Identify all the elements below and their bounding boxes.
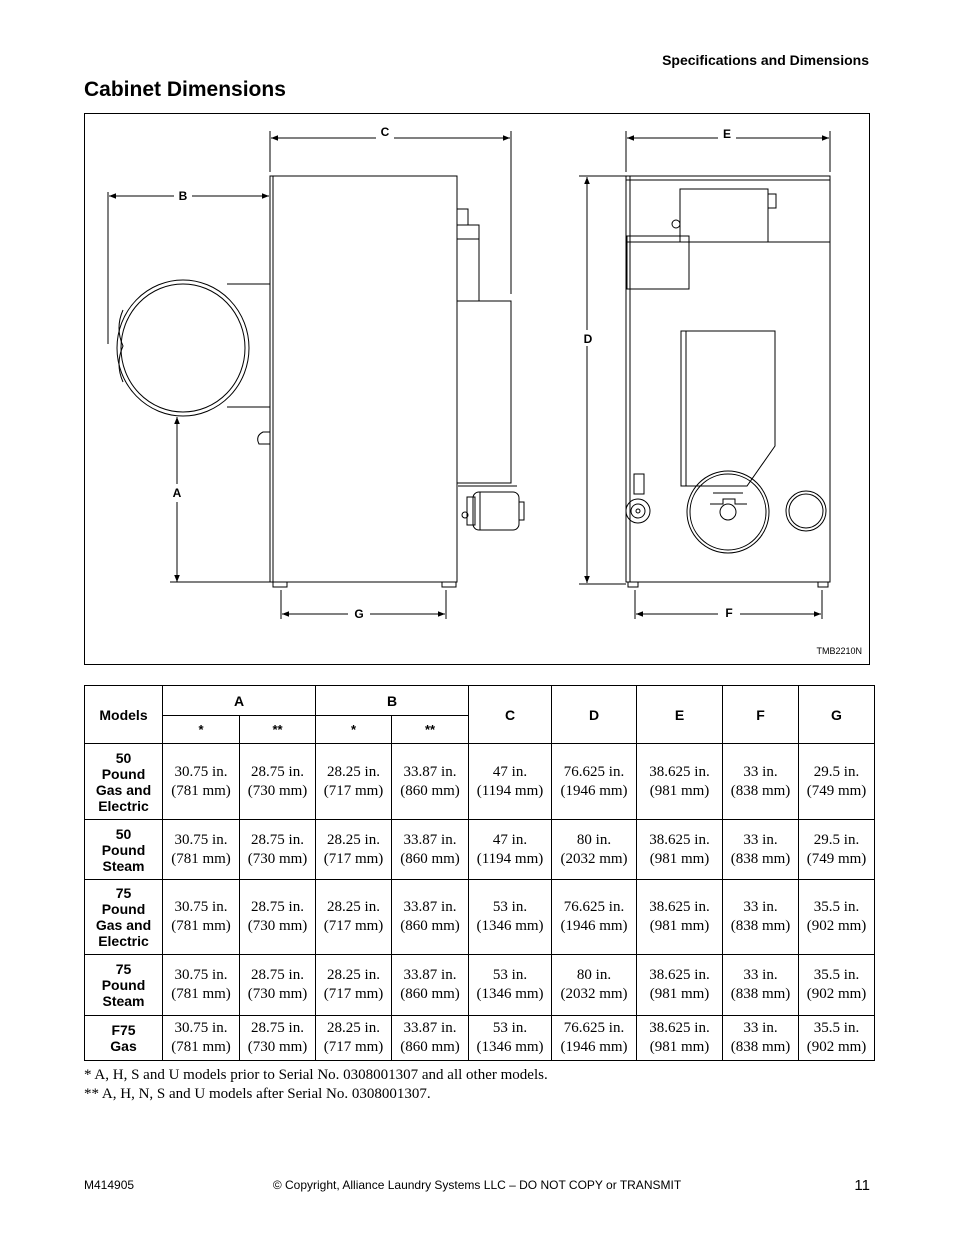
value-inches: 28.75 in. (251, 967, 304, 983)
value-inches: 28.25 in. (327, 831, 380, 848)
value-inches: 38.625 in. (649, 831, 710, 848)
value-mm: (1346 mm) (476, 918, 544, 934)
value-inches: 35.5 in. (813, 899, 860, 915)
doc-number: M414905 (84, 1178, 135, 1192)
value-mm: (902 mm) (806, 918, 867, 934)
dimension-cell (637, 820, 723, 880)
value-inches: 80 in. (576, 967, 612, 983)
dimension-cell (316, 820, 392, 880)
dim-label-g: G (354, 607, 364, 621)
cabinet-drawing (85, 114, 871, 666)
value-inches: 30.75 in. (174, 763, 228, 780)
value-inches: 33.87 in. (403, 831, 457, 848)
copyright: © Copyright, Alliance Laundry Systems LLC – DO NOT COPY or TRANSMIT (272, 1178, 682, 1192)
value-mm: (2032 mm) (560, 850, 628, 867)
page-number: 11 (854, 1177, 870, 1194)
header-a: A (163, 686, 316, 716)
value-mm: (1346 mm) (476, 986, 544, 1002)
value-mm: (838 mm) (730, 782, 791, 799)
section-header: Specifications and Dimensions (662, 52, 869, 68)
model-line: Pound (101, 977, 146, 993)
dimension-cell (723, 1016, 799, 1061)
value-mm: (781 mm) (171, 1039, 231, 1055)
value-mm: (781 mm) (171, 918, 231, 934)
dimension-cell (469, 955, 552, 1016)
dimension-cell (163, 880, 240, 955)
dimension-cell (163, 955, 240, 1016)
value-inches: 38.625 in. (649, 1020, 710, 1036)
value-mm: (981 mm) (649, 918, 710, 934)
value-mm: (730 mm) (247, 986, 308, 1002)
value-inches: 47 in. (492, 763, 528, 780)
header-d: D (552, 686, 637, 744)
value-inches: 33.87 in. (403, 899, 457, 915)
value-inches: 33.87 in. (403, 763, 457, 780)
side-rear-box (457, 301, 511, 483)
model-line: Electric (98, 933, 149, 949)
value-inches: 53 in. (492, 1020, 528, 1036)
value-inches: 30.75 in. (174, 831, 228, 848)
side-cabinet-outline (270, 176, 457, 582)
value-mm: (838 mm) (730, 986, 791, 1002)
dimension-cell (723, 820, 799, 880)
value-mm: (717 mm) (323, 986, 384, 1002)
model-line: 50 (115, 749, 132, 766)
door-circle (117, 280, 249, 416)
dimension-cell (799, 1016, 875, 1061)
dimension-cell (163, 1016, 240, 1061)
value-mm: (902 mm) (806, 986, 867, 1002)
dim-label-d: D (583, 332, 593, 346)
value-mm: (730 mm) (247, 1039, 308, 1055)
header-f: F (723, 686, 799, 744)
dimensions-table (84, 685, 875, 1061)
dimension-cell (316, 744, 392, 820)
dim-label-b: B (178, 189, 188, 203)
dimension-cell (316, 955, 392, 1016)
value-mm: (1946 mm) (560, 918, 628, 934)
model-line: Pound (101, 765, 146, 782)
value-mm: (1194 mm) (476, 782, 544, 799)
model-line: Gas (110, 1038, 137, 1054)
value-mm: (981 mm) (649, 782, 710, 799)
dimension-cell (316, 1016, 392, 1061)
value-mm: (860 mm) (400, 1039, 460, 1055)
model-line: Gas and (95, 917, 152, 933)
value-inches: 33 in. (743, 763, 778, 780)
value-inches: 30.75 in. (174, 967, 228, 983)
value-mm: (781 mm) (171, 986, 231, 1002)
header-e: E (637, 686, 723, 744)
value-mm: (717 mm) (323, 782, 384, 799)
dimension-cell (799, 955, 875, 1016)
value-inches: 28.75 in. (251, 1020, 304, 1036)
model-line: Gas and (95, 781, 152, 798)
value-inches: 30.75 in. (174, 899, 228, 915)
value-inches: 38.625 in. (649, 763, 710, 780)
value-inches: 53 in. (492, 899, 528, 915)
model-line: Pound (101, 841, 146, 858)
value-mm: (860 mm) (400, 918, 460, 934)
value-inches: 28.25 in. (327, 899, 380, 915)
model-cell (85, 1016, 163, 1061)
value-inches: 28.75 in. (251, 763, 304, 780)
model-line: Electric (98, 797, 149, 814)
footnote-double-star: ** A, H, N, S and U models after Serial No. 0308001307. (84, 1086, 431, 1102)
value-mm: (860 mm) (400, 986, 460, 1002)
value-mm: (781 mm) (171, 782, 231, 799)
header-b-star: * (316, 716, 392, 744)
model-line: Pound (101, 901, 146, 917)
value-inches: 76.625 in. (563, 763, 625, 780)
value-mm: (838 mm) (730, 1039, 791, 1055)
value-inches: 33.87 in. (403, 1020, 457, 1036)
value-mm: (981 mm) (649, 986, 710, 1002)
value-inches: 76.625 in. (563, 1020, 625, 1036)
footnote-star: * A, H, S and U models prior to Serial No. 0308001307 and all other models. (84, 1067, 548, 1083)
model-cell (85, 955, 163, 1016)
dim-label-a: A (172, 486, 182, 500)
value-inches: 33 in. (743, 831, 778, 848)
dim-label-e: E (722, 127, 732, 141)
table-row (85, 820, 875, 880)
value-inches: 33.87 in. (403, 967, 457, 983)
dimension-cell (723, 955, 799, 1016)
dim-label-f: F (725, 606, 733, 620)
footnotes (84, 1066, 548, 1104)
value-inches: 28.25 in. (327, 763, 380, 780)
dimension-cell (240, 820, 316, 880)
value-inches: 35.5 in. (813, 967, 860, 983)
value-inches: 33 in. (743, 967, 778, 983)
dimension-cell (240, 955, 316, 1016)
value-mm: (981 mm) (649, 1039, 710, 1055)
value-mm: (730 mm) (247, 850, 308, 867)
value-mm: (1946 mm) (560, 782, 628, 799)
dimension-cell (637, 880, 723, 955)
value-mm: (1194 mm) (476, 850, 544, 867)
value-inches: 38.625 in. (649, 899, 710, 915)
dimension-cell (723, 744, 799, 820)
dimension-cell (163, 744, 240, 820)
value-inches: 35.5 in. (813, 1020, 860, 1036)
dimension-cell (316, 880, 392, 955)
dimension-cell (392, 744, 469, 820)
value-mm: (717 mm) (323, 918, 384, 934)
table-row (85, 744, 875, 820)
value-mm: (860 mm) (400, 782, 460, 799)
model-cell (85, 820, 163, 880)
dimension-cell (469, 820, 552, 880)
dimension-cell (392, 820, 469, 880)
dimension-cell (637, 744, 723, 820)
model-line: F75 (111, 1022, 136, 1038)
model-line: 75 (115, 961, 132, 977)
dimension-cell (240, 880, 316, 955)
dimension-cell (552, 955, 637, 1016)
value-mm: (860 mm) (400, 850, 460, 867)
dimension-cell (723, 880, 799, 955)
value-mm: (902 mm) (806, 1039, 867, 1055)
value-inches: 38.625 in. (649, 967, 710, 983)
model-cell (85, 744, 163, 820)
dimension-cell (799, 820, 875, 880)
figure-code: TMB2210N (816, 646, 862, 656)
value-inches: 47 in. (492, 831, 528, 848)
header-c: C (469, 686, 552, 744)
dimension-cell (799, 744, 875, 820)
dimension-cell (392, 880, 469, 955)
header-a-star: * (163, 716, 240, 744)
header-b-dstar: ** (392, 716, 469, 744)
model-line: 50 (115, 825, 132, 842)
value-mm: (717 mm) (323, 850, 384, 867)
rear-cabinet-outline (626, 176, 830, 582)
value-mm: (838 mm) (730, 850, 791, 867)
header-g: G (799, 686, 875, 744)
dimension-cell (552, 744, 637, 820)
table-row (85, 1016, 875, 1061)
value-mm: (1346 mm) (476, 1039, 544, 1055)
value-inches: 28.75 in. (251, 831, 304, 848)
value-mm: (981 mm) (649, 850, 710, 867)
value-inches: 29.5 in. (813, 763, 860, 780)
header-a-dstar: ** (240, 716, 316, 744)
value-inches: 76.625 in. (563, 899, 625, 915)
dimension-cell (637, 1016, 723, 1061)
value-inches: 33 in. (743, 1020, 778, 1036)
header-models: Models (85, 686, 163, 744)
value-mm: (781 mm) (171, 850, 231, 867)
value-inches: 28.25 in. (327, 1020, 380, 1036)
dim-label-c: C (380, 125, 390, 139)
value-mm: (717 mm) (323, 1039, 384, 1055)
dimension-cell (799, 880, 875, 955)
value-mm: (1946 mm) (560, 1039, 628, 1055)
dimension-cell (392, 955, 469, 1016)
dimension-cell (392, 1016, 469, 1061)
model-cell (85, 880, 163, 955)
value-inches: 28.25 in. (327, 967, 380, 983)
cabinet-dimensions-figure (84, 113, 870, 665)
dimension-cell (552, 1016, 637, 1061)
dimension-cell (637, 955, 723, 1016)
value-mm: (2032 mm) (560, 986, 628, 1002)
dimension-cell (240, 1016, 316, 1061)
value-inches: 33 in. (743, 899, 778, 915)
table-row (85, 955, 875, 1016)
value-mm: (749 mm) (806, 782, 867, 799)
table-row (85, 880, 875, 955)
page-title: Cabinet Dimensions (84, 78, 286, 101)
value-mm: (749 mm) (806, 850, 867, 867)
value-inches: 30.75 in. (174, 1020, 228, 1036)
dimension-cell (552, 820, 637, 880)
dimension-cell (240, 744, 316, 820)
model-line: 75 (115, 885, 132, 901)
value-mm: (838 mm) (730, 918, 791, 934)
burner-circle (687, 471, 769, 553)
value-mm: (730 mm) (247, 782, 308, 799)
dimension-cell (469, 1016, 552, 1061)
dimension-cell (469, 744, 552, 820)
value-inches: 80 in. (576, 831, 612, 848)
model-line: Steam (102, 993, 145, 1009)
value-inches: 28.75 in. (251, 899, 304, 915)
header-b: B (316, 686, 469, 716)
value-inches: 29.5 in. (813, 831, 860, 848)
table-body (85, 744, 875, 1061)
dimension-cell (552, 880, 637, 955)
dimension-cell (163, 820, 240, 880)
model-line: Steam (102, 857, 145, 874)
value-inches: 53 in. (492, 967, 528, 983)
value-mm: (730 mm) (247, 918, 308, 934)
dimension-cell (469, 880, 552, 955)
